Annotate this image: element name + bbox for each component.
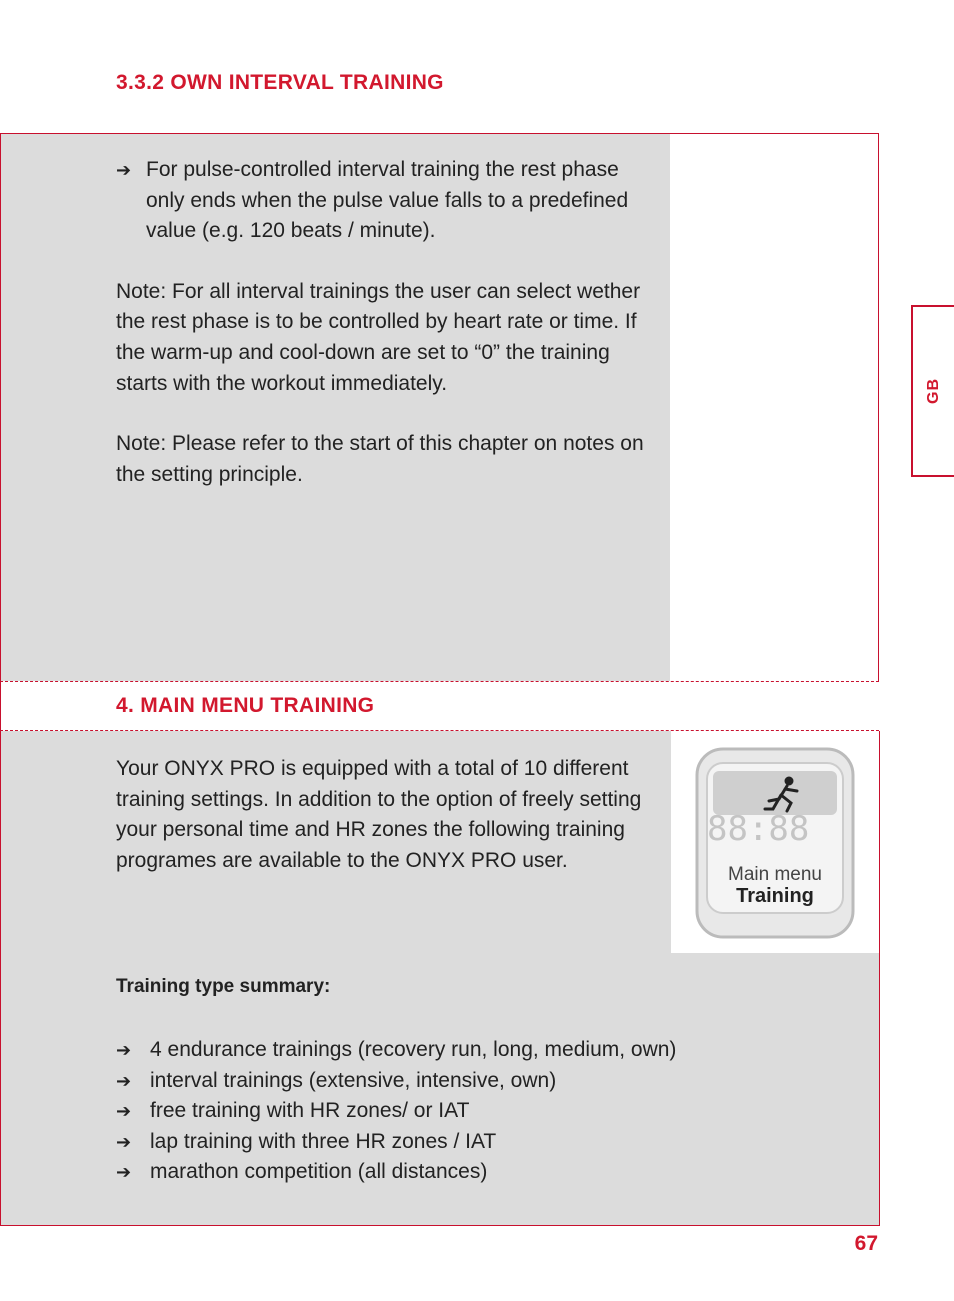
list-item (116, 1066, 816, 1097)
list-item-text: interval trainings (extensive, intensive, own) (150, 1068, 557, 1092)
list-item (116, 1096, 816, 1127)
language-tab-label: GB (924, 378, 942, 404)
list-item (116, 1035, 816, 1066)
note-interval: Note: For all interval trainings the user can select wether the rest phase is to be controlled by heart rate or time. If the warm-up and cool-down are set to “0” the training starts with the workout immediately. (116, 279, 641, 395)
section-title-main-menu: 4. MAIN MENU TRAINING (116, 694, 375, 717)
intro-text: Your ONYX PRO is equipped with a total of 10 different training settings. In addition to the option of freely setting your personal time and HR zones the following training programes are available to the ONYX PRO user. (116, 757, 642, 872)
watch-line-training: Training (736, 885, 814, 907)
arrow-right-icon: ➔ (116, 1162, 132, 1183)
arrow-right-icon: ➔ (116, 1040, 132, 1060)
list-item (116, 1127, 816, 1158)
arrow-right-icon: ➔ (116, 1131, 132, 1152)
section-title-own-interval: 3.3.2 OWN INTERVAL TRAINING (116, 71, 444, 94)
watch-digits: 88:88 (707, 809, 810, 849)
bullet-pulse-controlled (116, 155, 646, 247)
summary-title: Training type summary: (116, 976, 331, 997)
list-item (116, 1157, 816, 1188)
watch-line-main-menu: Main menu (728, 864, 822, 885)
language-tab (911, 305, 954, 477)
bullet-text: For pulse-controlled interval training the rest phase only ends when the pulse value falls to a predefined value (e.g. 120 beats / minute). (146, 158, 629, 243)
band-left-edge (0, 681, 1, 731)
upper-text-block (116, 155, 646, 520)
list-item-text: lap training with three HR zones / IAT (150, 1129, 497, 1153)
watch-display-image (693, 745, 857, 941)
list-item-text: 4 endurance trainings (recovery run, long, medium, own) (150, 1038, 677, 1061)
page-number: 67 (854, 1232, 878, 1255)
note-setting-principle: Note: Please refer to the start of this chapter on notes on the setting principle. (116, 432, 644, 486)
arrow-right-icon: ➔ (116, 1070, 132, 1091)
list-item-text: free training with HR zones/ or IAT (150, 1099, 470, 1123)
arrow-right-icon: ➔ (116, 160, 132, 180)
arrow-right-icon: ➔ (116, 1101, 132, 1122)
list-item-text: marathon competition (all distances) (150, 1160, 488, 1184)
training-type-list (116, 1035, 816, 1188)
